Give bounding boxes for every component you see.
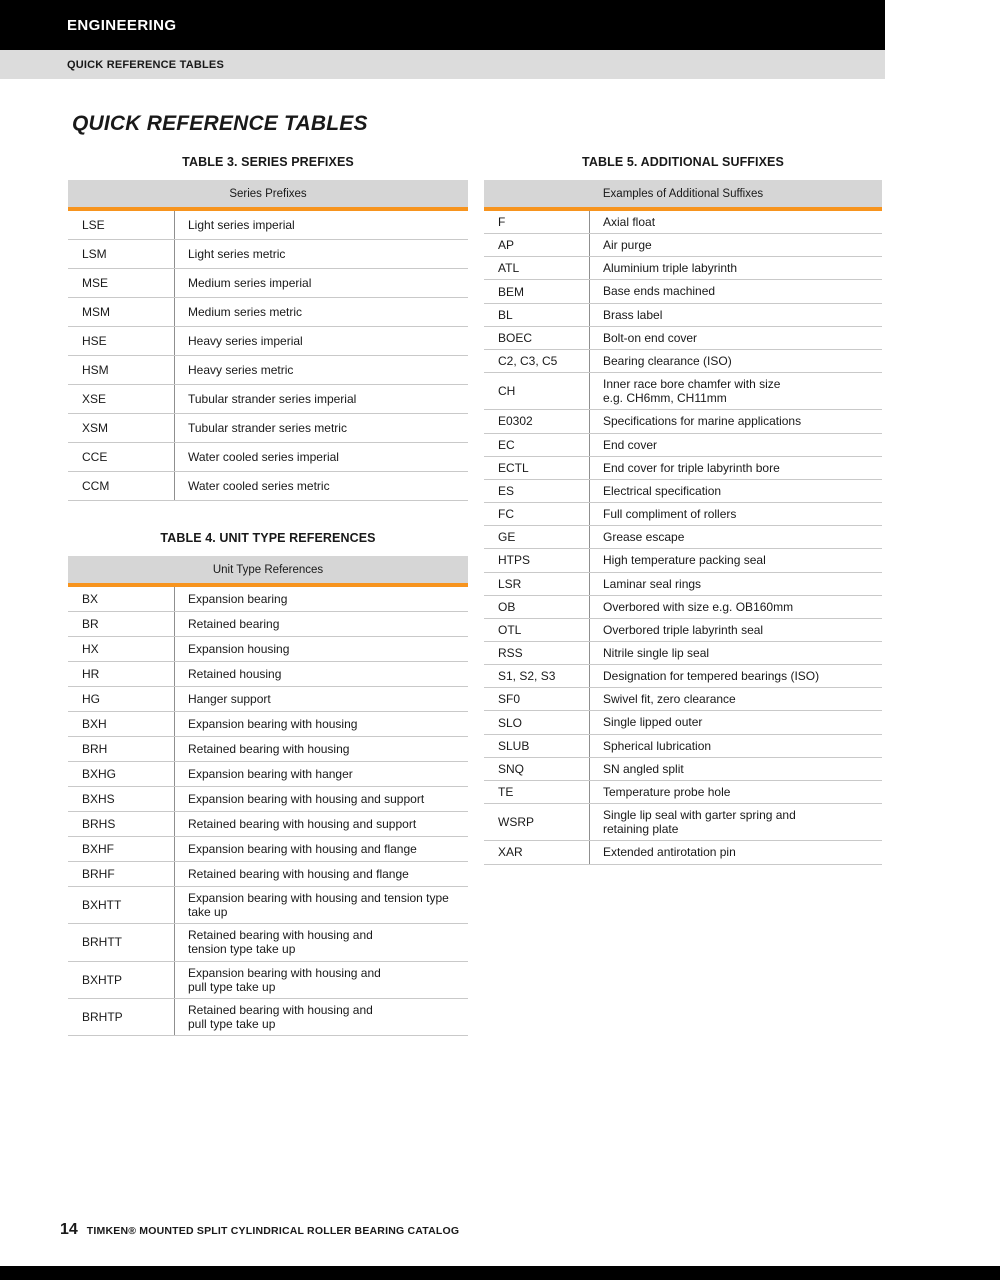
row-description: Base ends machined	[603, 284, 716, 299]
row-code: BXHG	[68, 762, 175, 786]
table-row	[68, 737, 468, 762]
row-description: Heavy series imperial	[188, 333, 303, 348]
row-description: Single lipped outer	[603, 715, 703, 730]
table-row	[68, 812, 468, 837]
table-row	[68, 924, 468, 961]
table-row	[484, 573, 882, 596]
table-additional-suffixes	[484, 155, 882, 865]
table-body	[68, 211, 468, 501]
table-row	[484, 503, 882, 526]
row-description: Water cooled series imperial	[188, 449, 339, 464]
bottom-black-bar	[0, 1266, 1000, 1280]
row-description: Spherical lubrication	[603, 738, 712, 753]
row-description: Nitrile single lip seal	[603, 645, 710, 660]
row-code: SNQ	[484, 758, 590, 780]
table-row	[484, 596, 882, 619]
row-code: BX	[68, 587, 175, 611]
row-code: BEM	[484, 280, 590, 302]
table-row	[68, 762, 468, 787]
table-row	[68, 637, 468, 662]
row-code: LSR	[484, 573, 590, 595]
row-code: ECTL	[484, 457, 590, 479]
row-description: Overbored triple labyrinth seal	[603, 622, 764, 637]
row-description: Expansion bearing	[188, 591, 288, 606]
row-description: Light series imperial	[188, 217, 295, 232]
table-row	[68, 862, 468, 887]
row-description: Retained bearing with housing and support	[188, 816, 417, 831]
table-row	[68, 999, 468, 1036]
row-code: BXHS	[68, 787, 175, 811]
row-description: Axial float	[603, 215, 656, 229]
row-code: BRHTP	[68, 999, 175, 1035]
row-code: ES	[484, 480, 590, 502]
table-row	[68, 612, 468, 637]
row-code: EC	[484, 434, 590, 456]
row-description: Specifications for marine applications	[603, 414, 802, 429]
row-code: CCE	[68, 443, 175, 471]
row-description: Single lip seal with garter spring and retaining plate	[603, 808, 796, 837]
row-code: BXHF	[68, 837, 175, 861]
row-description: Expansion bearing with hanger	[188, 766, 353, 781]
row-description: Light series metric	[188, 246, 286, 261]
left-column	[68, 155, 468, 1036]
row-code: BRHS	[68, 812, 175, 836]
row-description: Swivel fit, zero clearance	[603, 692, 736, 707]
masthead-subsection-label: QUICK REFERENCE TABLES	[67, 58, 224, 71]
row-code: HX	[68, 637, 175, 661]
table-unit-type-references	[68, 531, 468, 1036]
row-code: BL	[484, 304, 590, 326]
row-description: Retained bearing with housing and flange	[188, 866, 409, 881]
table-row	[484, 804, 882, 841]
table-row	[68, 587, 468, 612]
table-row	[68, 356, 468, 385]
row-code: OB	[484, 596, 590, 618]
row-description: Bearing clearance (ISO)	[603, 353, 732, 368]
table-row	[484, 457, 882, 480]
table-row	[68, 837, 468, 862]
table-row	[484, 434, 882, 457]
row-code: MSE	[68, 269, 175, 297]
row-code: TE	[484, 781, 590, 803]
row-description: Expansion bearing with housing and pull type take up	[188, 965, 381, 994]
row-code: AP	[484, 234, 590, 256]
table-row	[484, 480, 882, 503]
table-row	[484, 410, 882, 433]
table-title: TABLE 3. SERIES PREFIXES	[182, 155, 354, 169]
row-description: Bolt-on end cover	[603, 330, 698, 345]
row-code: MSM	[68, 298, 175, 326]
row-code: BRH	[68, 737, 175, 761]
row-description: Retained bearing with housing and tension type take up	[188, 928, 373, 957]
table-row	[68, 385, 468, 414]
row-code: BXHTP	[68, 962, 175, 998]
row-description: Expansion bearing with housing and flange	[188, 841, 417, 856]
row-code: XSM	[68, 414, 175, 442]
table-row	[68, 211, 468, 240]
row-code: HSM	[68, 356, 175, 384]
row-code: SLUB	[484, 735, 590, 757]
table-row	[484, 549, 882, 572]
footer-catalog-title: TIMKEN® MOUNTED SPLIT CYLINDRICAL ROLLER BEARING CATALOG	[86, 1225, 460, 1237]
row-description: Aluminium triple labyrinth	[603, 261, 738, 276]
row-description: Extended antirotation pin	[603, 845, 736, 860]
row-code: HSE	[68, 327, 175, 355]
table-row	[484, 304, 882, 327]
table-title: TABLE 5. ADDITIONAL SUFFIXES	[582, 155, 784, 169]
row-description: Medium series metric	[188, 304, 303, 319]
table-row	[484, 257, 882, 280]
row-code: BOEC	[484, 327, 590, 349]
right-column	[484, 155, 882, 865]
page-title: QUICK REFERENCE TABLES	[72, 112, 368, 135]
row-code: HR	[68, 662, 175, 686]
table-row	[484, 735, 882, 758]
row-description: Retained bearing with housing and pull type take up	[188, 1002, 373, 1032]
row-description: End cover for triple labyrinth bore	[603, 460, 780, 475]
table-row	[68, 787, 468, 812]
row-code: LSM	[68, 240, 175, 268]
table-row	[484, 841, 882, 864]
footer-page-number: 14	[60, 1221, 78, 1238]
table-row	[484, 665, 882, 688]
table-header: Series Prefixes	[68, 180, 468, 211]
row-description: Expansion bearing with housing and tension type take up	[188, 891, 449, 920]
table-row	[484, 211, 882, 234]
table-row	[484, 234, 882, 257]
table-row	[484, 711, 882, 734]
row-description: Medium series imperial	[188, 275, 312, 290]
row-code: BXH	[68, 712, 175, 736]
table-row	[484, 642, 882, 665]
row-description: Expansion housing	[188, 641, 290, 656]
row-code: C2, C3, C5	[484, 350, 590, 372]
masthead-subbar	[0, 50, 885, 79]
table-row	[68, 472, 468, 501]
table-row	[68, 269, 468, 298]
row-description: Hanger support	[188, 691, 271, 706]
row-code: BXHTT	[68, 887, 175, 923]
row-code: SF0	[484, 688, 590, 710]
row-code: F	[484, 211, 590, 233]
row-code: S1, S2, S3	[484, 665, 590, 687]
table-row	[68, 414, 468, 443]
row-code: OTL	[484, 619, 590, 641]
row-description: Tubular strander series metric	[188, 420, 347, 435]
table-row	[484, 526, 882, 549]
row-code: XSE	[68, 385, 175, 413]
row-code: E0302	[484, 410, 590, 432]
row-code: ATL	[484, 257, 590, 279]
row-description: Inner race bore chamfer with size e.g. CH6mm, CH11mm	[603, 377, 781, 406]
row-code: GE	[484, 526, 590, 548]
row-code: FC	[484, 503, 590, 525]
row-description: Expansion bearing with housing	[188, 716, 358, 731]
row-description: High temperature packing seal	[603, 553, 766, 568]
row-code: BRHTT	[68, 924, 175, 960]
masthead-section-label: ENGINEERING	[67, 16, 177, 34]
table-body	[68, 587, 468, 1036]
row-description: Brass label	[603, 307, 663, 322]
row-description: Grease escape	[603, 530, 685, 545]
table-series-prefixes	[68, 155, 468, 501]
table-row	[68, 662, 468, 687]
row-description: Heavy series metric	[188, 362, 294, 377]
row-description: Tubular strander series imperial	[188, 391, 357, 406]
table-row	[484, 688, 882, 711]
row-description: Laminar seal rings	[603, 576, 702, 591]
row-description: Electrical specification	[603, 483, 722, 498]
row-description: Expansion bearing with housing and support	[188, 791, 425, 806]
masthead-bar	[0, 0, 885, 50]
row-code: CH	[484, 373, 590, 409]
table-row	[68, 887, 468, 924]
table-row	[484, 619, 882, 642]
row-description: Full compliment of rollers	[603, 507, 737, 522]
row-description: Retained bearing with housing	[188, 741, 350, 756]
table-row	[68, 298, 468, 327]
table-row	[484, 373, 882, 410]
table-row	[484, 758, 882, 781]
row-code: LSE	[68, 211, 175, 239]
row-code: HTPS	[484, 549, 590, 571]
row-description: Air purge	[603, 238, 652, 253]
row-code: WSRP	[484, 804, 590, 840]
table-header: Unit Type References	[68, 556, 468, 587]
row-code: RSS	[484, 642, 590, 664]
row-description: Water cooled series metric	[188, 478, 330, 493]
table-row	[484, 327, 882, 350]
row-code: CCM	[68, 472, 175, 500]
table-row	[484, 781, 882, 804]
row-code: BRHF	[68, 862, 175, 886]
table-title: TABLE 4. UNIT TYPE REFERENCES	[160, 531, 376, 545]
table-row	[484, 350, 882, 373]
table-row	[68, 240, 468, 269]
table-row	[68, 712, 468, 737]
table-row	[68, 687, 468, 712]
table-row	[484, 280, 882, 303]
row-description: Retained housing	[188, 666, 282, 681]
table-row	[68, 443, 468, 472]
row-description: SN angled split	[603, 761, 684, 776]
row-description: Temperature probe hole	[603, 784, 731, 799]
table-row	[68, 327, 468, 356]
row-description: Retained bearing	[188, 616, 280, 631]
row-code: BR	[68, 612, 175, 636]
row-description: Overbored with size e.g. OB160mm	[603, 599, 794, 614]
table-header: Examples of Additional Suffixes	[484, 180, 882, 211]
page-footer	[60, 1221, 459, 1239]
row-description: Designation for tempered bearings (ISO)	[603, 669, 820, 684]
table-body	[484, 211, 882, 865]
row-description: End cover	[603, 437, 658, 452]
row-code: SLO	[484, 711, 590, 733]
table-row	[68, 962, 468, 999]
row-code: XAR	[484, 841, 590, 863]
row-code: HG	[68, 687, 175, 711]
